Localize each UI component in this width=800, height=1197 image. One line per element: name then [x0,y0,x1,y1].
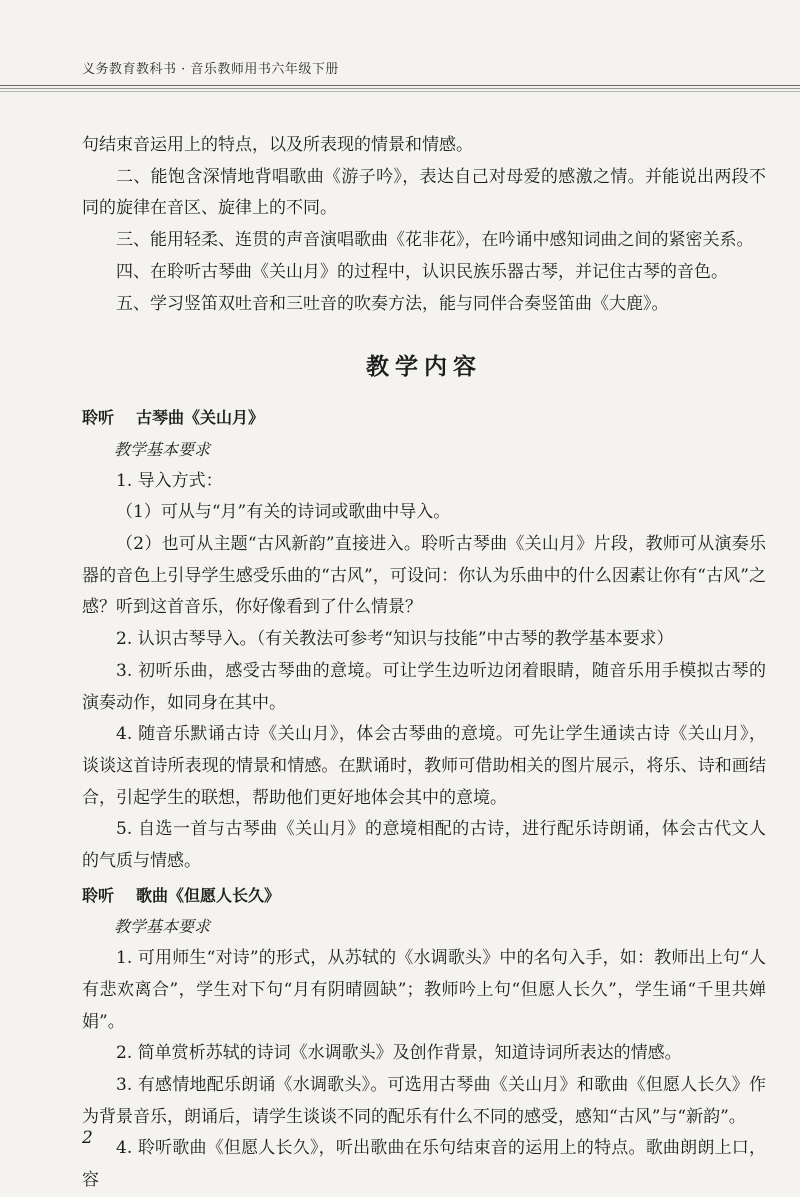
danyuan-item-2: 2. 简单赏析苏轼的诗词《水调歌头》及创作背景，知道诗词所表达的情感。 [116,1043,682,1064]
objective-4: 四、在聆听古琴曲《关山月》的过程中，认识民族乐器古琴，并记住古琴的音色。 [116,261,728,282]
guanshanyue-category: 聆听 [82,408,115,428]
danyuan-item-3: 3. 有感情地配乐朗诵《水调歌头》。可选用古琴曲《关山月》和歌曲《但愿人长久》作为背景音乐，朗诵后，请学生谈谈不同的配乐有什么不同的感受，感知“古风”与“新韵”。 [82,1074,766,1127]
header-rule [0,85,800,93]
page-body [82,130,766,1197]
danyuan-item-4: 4. 聆听歌曲《但愿人长久》，听出歌曲在乐句结束音的运用上的特点。歌曲朗朗上口，容 [82,1138,766,1191]
objective-continuation: 句结束音运用上的特点，以及所表现的情景和情感。 [82,135,473,155]
danyuan-title: 歌曲《但愿人长久》 [136,885,281,905]
guanshanyue-item-2: 2. 认识古琴导入。（有关教法可参考“知识与技能”中古琴的教学基本要求） [116,629,674,650]
guanshanyue-item-4: 4. 随音乐默诵古诗《关山月》，体会古琴曲的意境。可先让学生通读古诗《关山月》，谈谈这首诗所表现的情景和情感。在默诵时，教师可借助相关的图片展示，将乐、诗和画结合，引起学生的联想，帮助他们更好地体会其中的意境。 [82,724,766,808]
guanshanyue-req-heading: 教学基本要求 [114,439,211,459]
danyuan-category: 聆听 [82,885,115,905]
guanshanyue-title: 古琴曲《关山月》 [136,408,265,428]
page-number: 2 [82,1128,93,1148]
danyuan-heading [82,880,766,912]
guanshanyue-heading [82,402,766,434]
guanshanyue-item-1b: （2）也可从主题“古风新韵”直接进入。聆听古琴曲《关山月》片段，教师可从演奏乐器的音色上引导学生感受乐曲的“古风”，可设问：你认为乐曲中的什么因素让你有“古风”之感？听到这首音乐，你好像看到了什么情景？ [82,534,766,618]
running-header: 义务教育教科书 · 音乐教师用书六年级下册 [82,62,339,77]
guanshanyue-item-1: 1. 导入方式： [116,470,223,491]
objective-3: 三、能用轻柔、连贯的声音演唱歌曲《花非花》，在吟诵中感知词曲之间的紧密关系。 [116,230,754,251]
objective-2: 二、能饱含深情地背唱歌曲《游子吟》，表达自己对母爱的感激之情。并能说出两段不同的旋律在音区、旋律上的不同。 [82,166,766,219]
objective-5: 五、学习竖笛双吐音和三吐音的吹奏方法，能与同伴合奏竖笛曲《大鹿》。 [116,293,669,314]
section-title: 教学内容 [366,354,482,381]
guanshanyue-item-1a: （1）可从与“月”有关的诗词或歌曲中导入。 [116,502,451,523]
guanshanyue-item-5: 5. 自选一首与古琴曲《关山月》的意境相配的古诗，进行配乐诗朗诵，体会古代文人的气质与情感。 [82,819,766,872]
danyuan-item-1: 1. 可用师生“对诗”的形式，从苏轼的《水调歌头》中的名句入手，如：教师出上句“人有悲欢离合”，学生对下句“月有阴晴圆缺”；教师吟上句“但愿人长久”，学生诵“千里共婵娟”。 [82,948,766,1032]
guanshanyue-item-3: 3. 初听乐曲，感受古琴曲的意境。可让学生边听边闭着眼睛，随音乐用手模拟古琴的演奏动作，如同身在其中。 [82,660,766,713]
danyuan-req-heading: 教学基本要求 [114,917,211,937]
